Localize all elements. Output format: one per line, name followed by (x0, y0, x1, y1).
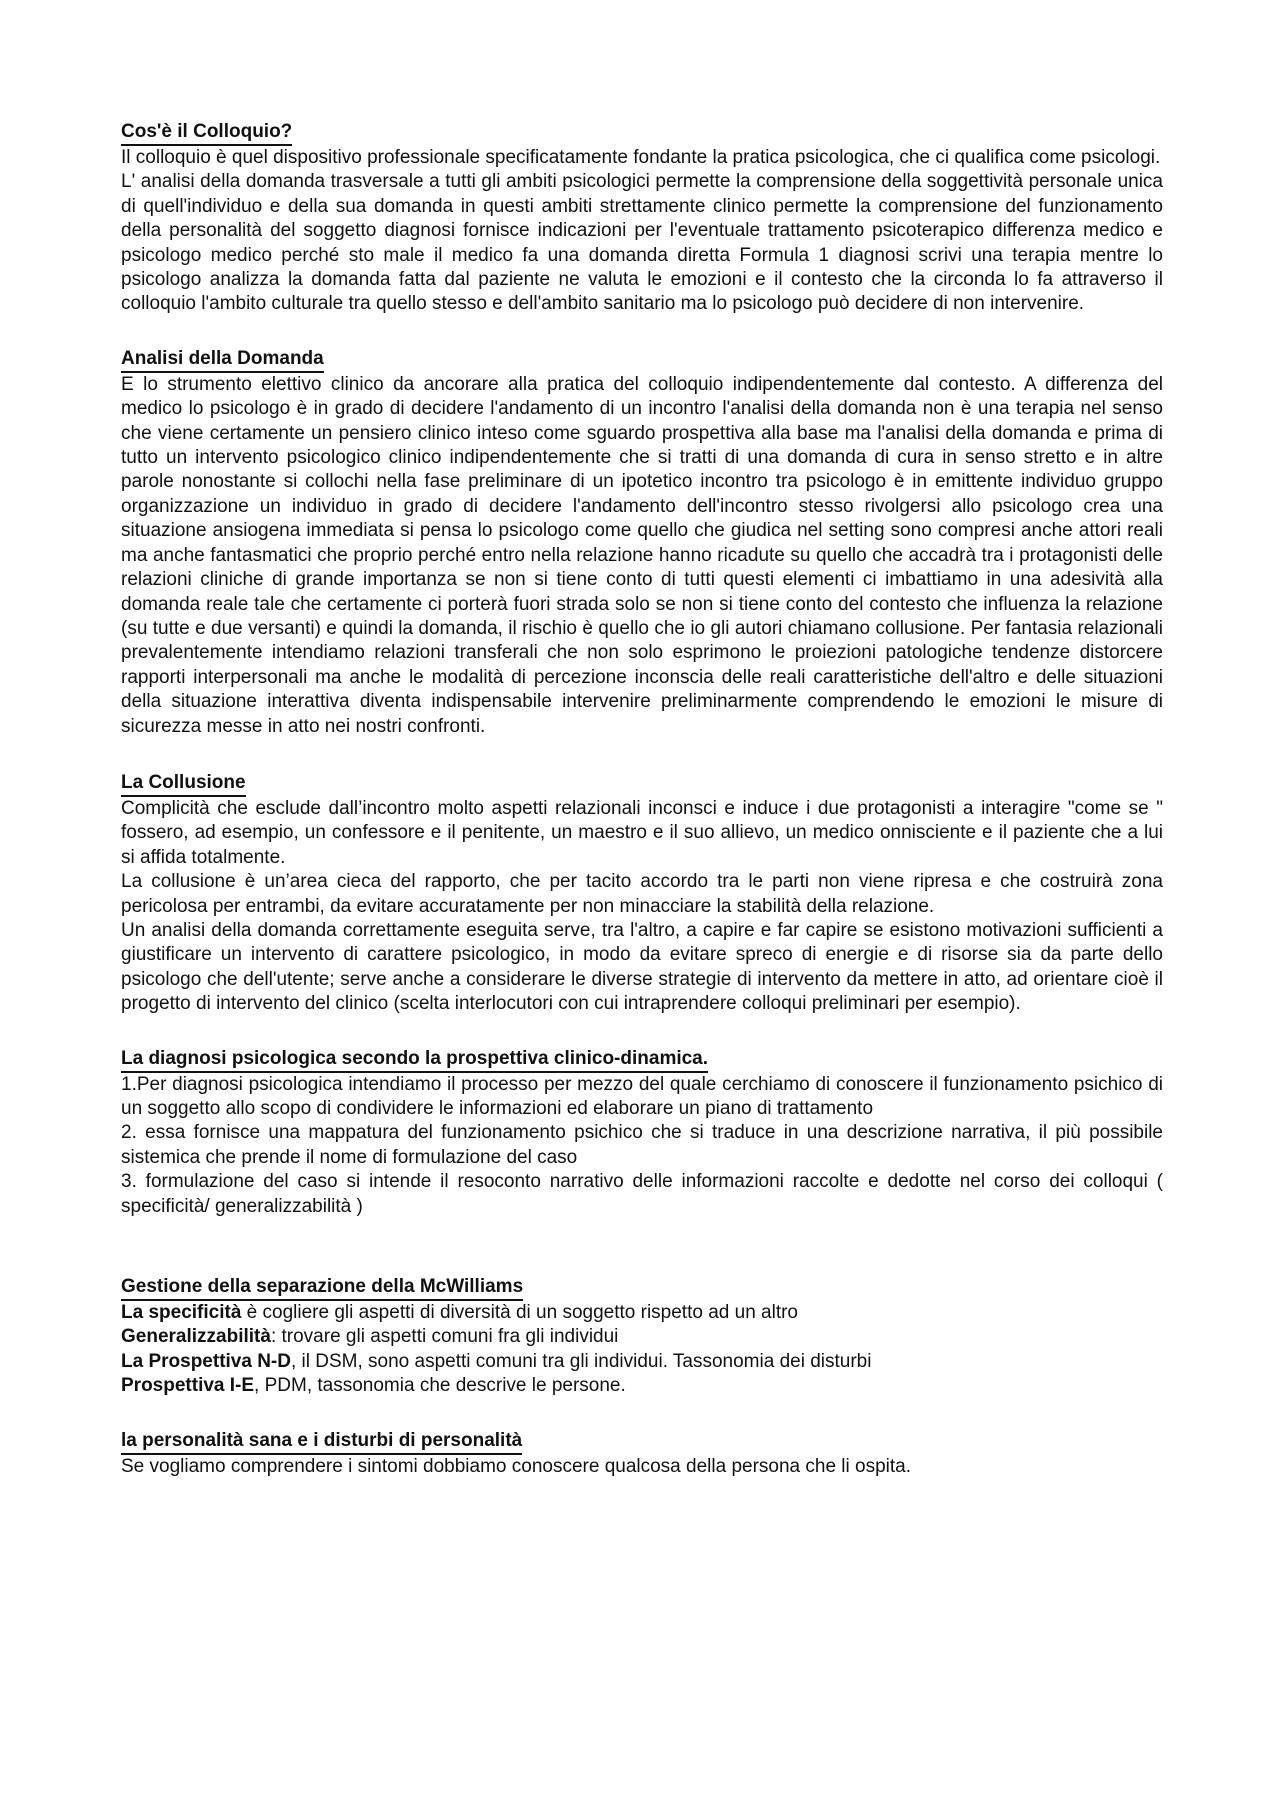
section-heading: Cos'è il Colloquio? (121, 120, 292, 146)
section-personalita (121, 1429, 1163, 1479)
section-collusione (121, 771, 1163, 1017)
paragraph: L' analisi della domanda trasversale a tutti gli ambiti psicologici permette la comprensione della soggettività personale unica di quell'individuo e della sua domanda in questi ambiti strettamente clinico permette la comprensione del funzionamento della personalità del soggetto diagnosi fornisce indicazioni per l'eventuale trattamento psicoterapico differenza medico e psicologo medico perché sto male il medico fa una domanda diretta Formula 1 diagnosi scrivi una terapia mentre lo psicologo analizza la domanda fatta dal paziente ne valuta le emozioni e il contesto che la circonda lo fa attraverso il colloquio l'ambito culturale tra quello stesso e dell'ambito sanitario ma lo psicologo può decidere di non intervenire. (121, 171, 1163, 315)
term-description: è cogliere gli aspetti di diversità di un soggetto rispetto ad un altro (241, 1302, 798, 1324)
bold-term: La specificità (121, 1302, 242, 1324)
paragraph: La collusione è un’area cieca del rapporto, che per tacito accordo tra le parti non viene ripresa e che costruirà zona pericolosa per entrambi, da evitare accuratamente per non minacciare la stabilità della relazione. (121, 871, 1163, 917)
section-heading: la personalità sana e i disturbi di personalità (121, 1429, 522, 1455)
section-heading: La diagnosi psicologica secondo la prospettiva clinico-dinamica. (121, 1047, 708, 1073)
rich-paragraph (121, 1325, 1163, 1349)
section-heading: Analisi della Domanda (121, 347, 324, 373)
term-description: , PDM, tassonomia che descrive le persone. (254, 1375, 626, 1397)
term-description: , il DSM, sono aspetti comuni tra gli individui. Tassonomia dei disturbi (290, 1350, 872, 1372)
section-colloquio (121, 120, 1163, 317)
section-analisi-domanda (121, 347, 1163, 739)
paragraph: 3. formulazione del caso si intende il resoconto narrativo delle informazioni raccolte e dedotte nel corso dei colloqui ( specificità/ generalizzabilità ) (121, 1171, 1163, 1217)
document-page (121, 120, 1163, 1479)
section-mcwilliams (121, 1275, 1163, 1399)
paragraph: Un analisi della domanda correttamente eseguita serve, tra l'altro, a capire e far capire se esistono motivazioni sufficienti a giustificare un intervento di carattere psicologico, in modo da evitare spreco di energie e di risorse sia da parte dello psicologo che dell'utente; serve anche a considerare le diverse strategie di intervento da mettere in atto, ad orientare cioè il progetto di intervento del clinico (scelta interlocutori con cui intraprendere colloqui preliminari per esempio). (121, 919, 1163, 1015)
section-heading: La Collusione (121, 771, 246, 797)
paragraph: Complicità che esclude dall’incontro molto aspetti relazionali inconsci e induce i due protagonisti a interagire "come se " fossero, ad esempio, un confessore e il penitente, un maestro e il suo allievo, un medico onnisciente e il paziente che a lui si affida totalmente. (121, 797, 1163, 868)
paragraph: E lo strumento elettivo clinico da ancorare alla pratica del colloquio indipendentemente dal contesto. A differenza del medico lo psicologo è in grado di decidere l'andamento di un incontro l'analisi della domanda non è una terapia nel senso che viene certamente un pensiero clinico inteso come sguardo prospettiva alla base ma l'analisi della domanda e prima di tutto un intervento psicologico clinico indipendentemente che si tratti di una domanda di cura in senso stretto e in altre parole nonostante si collochi nella fase preliminare di un ipotetico incontro tra psicologo è in emittente individuo gruppo organizzazione un individuo in grado di decidere l'andamento dell'incontro stesso rivolgersi allo psicologo crea una situazione ansiogena immediata si pensa lo psicologo come quello che giudica nel setting sono compresi anche attori reali ma anche fantasmatici che proprio perché entro nella relazione hanno ricadute su quello che accadrà tra i protagonisti delle relazioni cliniche di grande importanza se non si tiene conto di tutti questi elementi ci imbattiamo in una adesività alla domanda reale tale che certamente ci porterà fuori strada solo se non si tiene conto del contesto che influenza la relazione (su tutte e due versanti) e quindi la domanda, il rischio è quello che io gli autori chiamano collusione. Per fantasia relazionali prevalentemente intendiamo relazioni transferali che non solo esprimono le proiezioni patologiche tendenze distorcere rapporti interpersonali ma anche le modalità di percezione inconscia delle reali caratteristiche dell'altro e delle situazioni della situazione interattiva diventa indispensabile intervenire preliminarmente comprendendo le emozioni le misure di sicurezza messe in atto nei nostri confronti. (121, 373, 1163, 737)
rich-paragraph (121, 1301, 1163, 1325)
term-description: : trovare gli aspetti comuni fra gli individui (270, 1326, 619, 1348)
paragraph: Se vogliamo comprendere i sintomi dobbiamo conoscere qualcosa della persona che li ospita. (121, 1455, 912, 1477)
section-heading: Gestione della separazione della McWilliams (121, 1275, 523, 1301)
rich-paragraph (121, 1350, 1163, 1374)
bold-term: Generalizzabilità (121, 1326, 271, 1348)
bold-term: La Prospettiva N-D (121, 1350, 291, 1372)
paragraph: Il colloquio è quel dispositivo professionale specificatamente fondante la pratica psicologica, che ci qualifica come psicologi. (121, 147, 1161, 168)
paragraph: 2. essa fornisce una mappatura del funzionamento psichico che si traduce in una descrizione narrativa, il più possibile sistemica che prende il nome di formulazione del caso (121, 1122, 1163, 1168)
section-diagnosi-psicologica (121, 1047, 1163, 1219)
paragraph: 1.Per diagnosi psicologica intendiamo il processo per mezzo del quale cerchiamo di conoscere il funzionamento psichico di un soggetto allo scopo di condividere le informazioni ed elaborare un piano di trattamento (121, 1073, 1163, 1119)
bold-term: Prospettiva I-E (121, 1375, 255, 1397)
rich-paragraph (121, 1374, 1163, 1398)
